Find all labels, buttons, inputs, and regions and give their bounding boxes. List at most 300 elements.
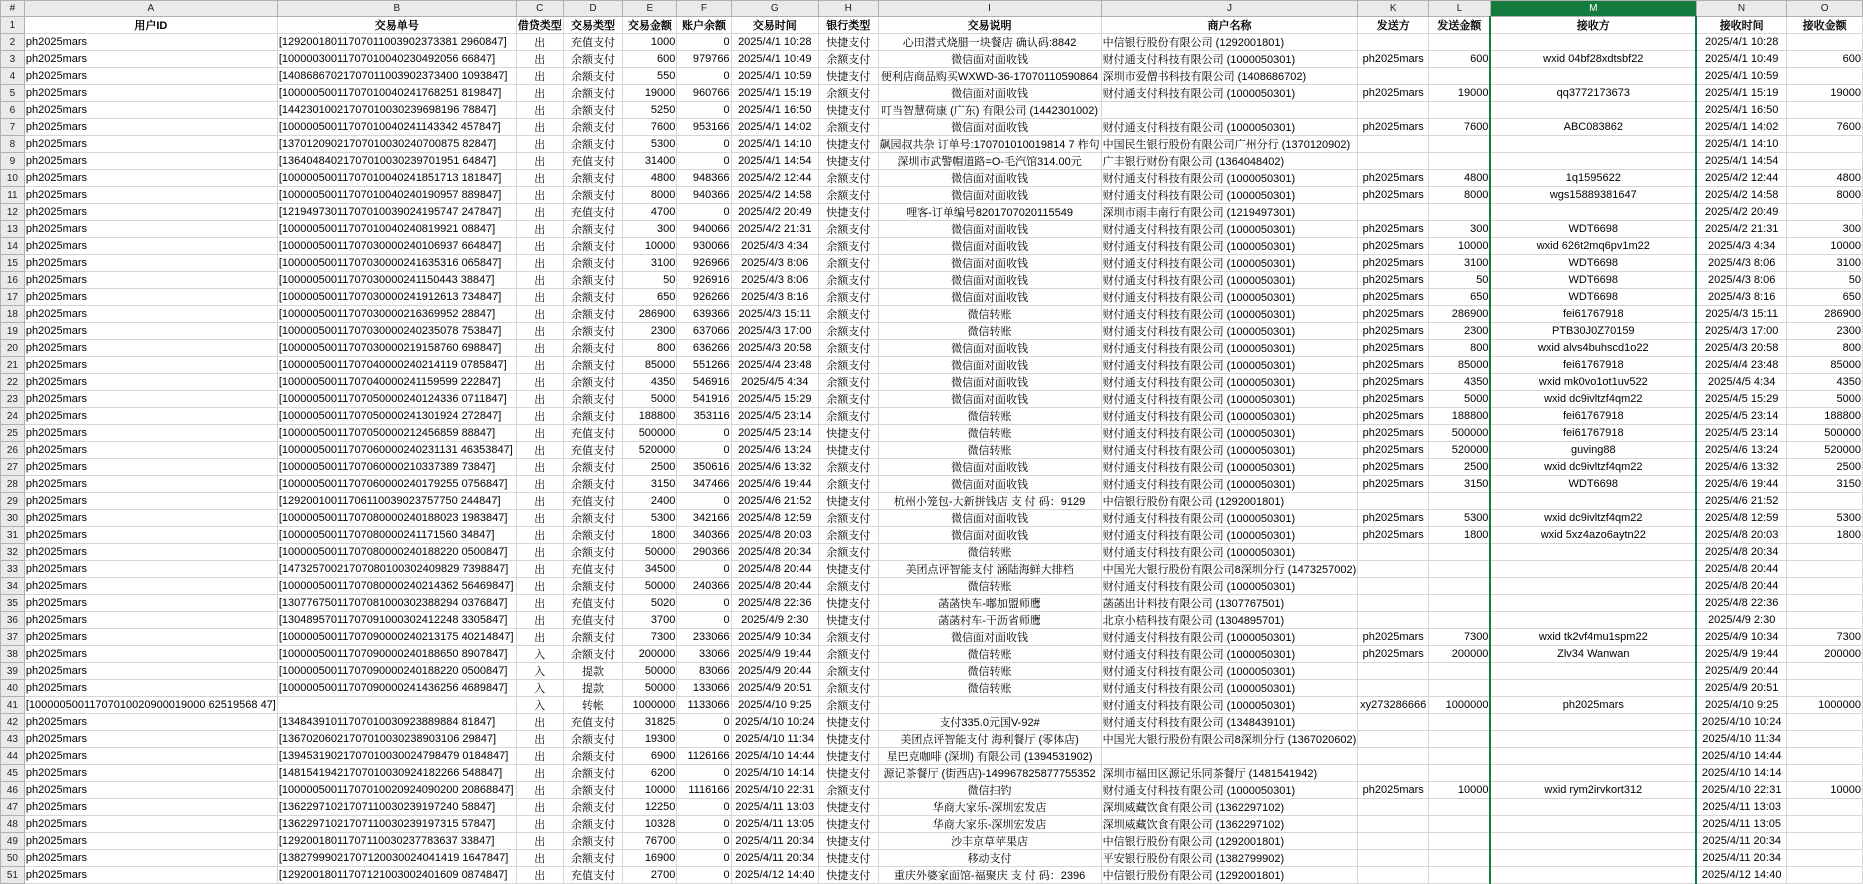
cell-a43[interactable]: ph2025mars (24, 731, 277, 748)
cell-l48[interactable] (1429, 816, 1491, 833)
cell-c5[interactable]: 出 (516, 85, 563, 102)
cell-e25[interactable]: 500000 (623, 425, 677, 442)
cell-g44[interactable]: 2025/4/10 14:44 (731, 748, 818, 765)
cell-b39[interactable]: [10000050011707090000240188220 0500847] (277, 663, 516, 680)
cell-m7[interactable]: ABC083862 (1490, 119, 1696, 136)
cell-e40[interactable]: 50000 (623, 680, 677, 697)
cell-d12[interactable]: 充值支付 (563, 204, 623, 221)
cell-c3[interactable]: 出 (516, 51, 563, 68)
cell-h30[interactable]: 余额支付 (818, 510, 878, 527)
cell-f19[interactable]: 637066 (677, 323, 731, 340)
cell-b51[interactable]: [12920018011707121003002401609 0874847] (277, 867, 516, 884)
cell-k12[interactable] (1358, 204, 1429, 221)
column-header-m[interactable]: M (1490, 1, 1696, 17)
cell-e27[interactable]: 2500 (623, 459, 677, 476)
cell-f38[interactable]: 33066 (677, 646, 731, 663)
cell-e11[interactable]: 8000 (623, 187, 677, 204)
cell-o2[interactable] (1787, 34, 1863, 51)
cell-d17[interactable]: 余额支付 (563, 289, 623, 306)
cell-d38[interactable]: 余额支付 (563, 646, 623, 663)
cell-e8[interactable]: 5300 (623, 136, 677, 153)
cell-n28[interactable]: 2025/4/6 19:44 (1696, 476, 1787, 493)
table-row[interactable] (1, 170, 1863, 187)
cell-c32[interactable]: 出 (516, 544, 563, 561)
cell-b14[interactable]: [10000050011707030000240106937 664847] (277, 238, 516, 255)
cell-c50[interactable]: 出 (516, 850, 563, 867)
cell-b5[interactable]: [10000050011707010040241768251 819847] (277, 85, 516, 102)
cell-o7[interactable]: 7600 (1787, 119, 1863, 136)
cell-o37[interactable]: 7300 (1787, 629, 1863, 646)
column-header-c[interactable]: C (516, 1, 563, 17)
cell-i29[interactable]: 杭州小笼包-大新拼钱店 支 付 码：9129 (878, 493, 1101, 510)
cell-l33[interactable] (1429, 561, 1491, 578)
cell-d20[interactable]: 余额支付 (563, 340, 623, 357)
cell-o25[interactable]: 500000 (1787, 425, 1863, 442)
cell-k11[interactable]: ph2025mars (1358, 187, 1429, 204)
cell-j48[interactable]: 深圳威藏饮食有限公司 (1362297102) (1101, 816, 1358, 833)
cell-f7[interactable]: 953166 (677, 119, 731, 136)
cell-h20[interactable]: 余额支付 (818, 340, 878, 357)
cell-o11[interactable]: 8000 (1787, 187, 1863, 204)
cell-h36[interactable]: 快捷支付 (818, 612, 878, 629)
cell-b42[interactable]: [13484391011707010030923889884 81847] (277, 714, 516, 731)
row-number[interactable]: 51 (1, 867, 25, 884)
cell-m28[interactable]: WDT6698 (1490, 476, 1696, 493)
cell-i6[interactable]: 叮当智慧荷康 (广东) 有限公司 (1442301002) (878, 102, 1101, 119)
table-row[interactable] (1, 221, 1863, 238)
cell-a41[interactable]: [10000050011707010020900019000 62519568 47] (24, 697, 277, 714)
table-row[interactable] (1, 561, 1863, 578)
cell-g51[interactable]: 2025/4/12 14:40 (731, 867, 818, 884)
cell-f25[interactable]: 0 (677, 425, 731, 442)
row-number[interactable]: 39 (1, 663, 25, 680)
cell-o13[interactable]: 300 (1787, 221, 1863, 238)
cell-j18[interactable]: 财付通支付科技有限公司 (1000050301) (1101, 306, 1358, 323)
cell-i2[interactable]: 心田潜式烧腊一块餐店 确认码:8842 (878, 34, 1101, 51)
cell-c44[interactable]: 出 (516, 748, 563, 765)
table-row[interactable] (1, 714, 1863, 731)
cell-h7[interactable]: 余额支付 (818, 119, 878, 136)
cell-o43[interactable] (1787, 731, 1863, 748)
cell-g36[interactable]: 2025/4/9 2:30 (731, 612, 818, 629)
cell-n46[interactable]: 2025/4/10 22:31 (1696, 782, 1787, 799)
row-number[interactable]: 14 (1, 238, 25, 255)
cell-b20[interactable]: [10000050011707030000219158760 698847] (277, 340, 516, 357)
cell-n36[interactable]: 2025/4/9 2:30 (1696, 612, 1787, 629)
cell-l2[interactable] (1429, 34, 1491, 51)
cell-o31[interactable]: 1800 (1787, 527, 1863, 544)
table-row[interactable] (1, 816, 1863, 833)
cell-j12[interactable]: 深圳市雨丰南行有限公司 (1219497301) (1101, 204, 1358, 221)
cell-j33[interactable]: 中国光大银行股份有限公司8深圳分行 (1473257002) (1101, 561, 1358, 578)
cell-a11[interactable]: ph2025mars (24, 187, 277, 204)
cell-i26[interactable]: 微信转账 (878, 442, 1101, 459)
cell-e14[interactable]: 10000 (623, 238, 677, 255)
cell-a22[interactable]: ph2025mars (24, 374, 277, 391)
cell-b48[interactable]: [13622971021707110030239197315 57847] (277, 816, 516, 833)
cell-b24[interactable]: [10000050011707050000241301924 272847] (277, 408, 516, 425)
cell-g49[interactable]: 2025/4/11 20:34 (731, 833, 818, 850)
cell-g30[interactable]: 2025/4/8 12:59 (731, 510, 818, 527)
cell-e45[interactable]: 6200 (623, 765, 677, 782)
cell-o38[interactable]: 200000 (1787, 646, 1863, 663)
cell-l50[interactable] (1429, 850, 1491, 867)
cell-i4[interactable]: 便利店商品购买WXWD-36-17070110590864 (878, 68, 1101, 85)
cell-g27[interactable]: 2025/4/6 13:32 (731, 459, 818, 476)
header-cell-m[interactable]: 接收方 (1490, 17, 1696, 34)
cell-i9[interactable]: 深圳市武警帽道路=O-毛汽馆314.00元 (878, 153, 1101, 170)
cell-d23[interactable]: 余额支付 (563, 391, 623, 408)
cell-i3[interactable]: 微信面对面收钱 (878, 51, 1101, 68)
table-row[interactable] (1, 102, 1863, 119)
cell-d8[interactable]: 余额支付 (563, 136, 623, 153)
cell-n11[interactable]: 2025/4/2 14:58 (1696, 187, 1787, 204)
cell-g50[interactable]: 2025/4/11 20:34 (731, 850, 818, 867)
cell-b44[interactable]: [13945319021707010030024798479 0184847] (277, 748, 516, 765)
cell-m21[interactable]: fei61767918 (1490, 357, 1696, 374)
cell-l20[interactable]: 800 (1429, 340, 1491, 357)
cell-m11[interactable]: wgs15889381647 (1490, 187, 1696, 204)
cell-i20[interactable]: 微信面对面收钱 (878, 340, 1101, 357)
cell-g32[interactable]: 2025/4/8 20:34 (731, 544, 818, 561)
cell-j16[interactable]: 财付通支付科技有限公司 (1000050301) (1101, 272, 1358, 289)
cell-j24[interactable]: 财付通支付科技有限公司 (1000050301) (1101, 408, 1358, 425)
cell-n34[interactable]: 2025/4/8 20:44 (1696, 578, 1787, 595)
cell-c42[interactable]: 出 (516, 714, 563, 731)
cell-o19[interactable]: 2300 (1787, 323, 1863, 340)
cell-o3[interactable]: 600 (1787, 51, 1863, 68)
cell-e21[interactable]: 85000 (623, 357, 677, 374)
cell-g8[interactable]: 2025/4/1 14:10 (731, 136, 818, 153)
cell-i50[interactable]: 移动支付 (878, 850, 1101, 867)
cell-e17[interactable]: 650 (623, 289, 677, 306)
cell-a8[interactable]: ph2025mars (24, 136, 277, 153)
cell-f14[interactable]: 930066 (677, 238, 731, 255)
cell-e31[interactable]: 1800 (623, 527, 677, 544)
cell-c11[interactable]: 出 (516, 187, 563, 204)
cell-o23[interactable]: 5000 (1787, 391, 1863, 408)
cell-m38[interactable]: Zlv34 Wanwan (1490, 646, 1696, 663)
cell-n31[interactable]: 2025/4/8 20:03 (1696, 527, 1787, 544)
cell-i5[interactable]: 微信面对面收钱 (878, 85, 1101, 102)
cell-b15[interactable]: [10000050011707030000241635316 065847] (277, 255, 516, 272)
cell-c15[interactable]: 出 (516, 255, 563, 272)
column-header-f[interactable]: F (677, 1, 731, 17)
cell-b47[interactable]: [13622971021707110030239197240 58847] (277, 799, 516, 816)
cell-i21[interactable]: 微信面对面收钱 (878, 357, 1101, 374)
row-number[interactable]: 48 (1, 816, 25, 833)
cell-a17[interactable]: ph2025mars (24, 289, 277, 306)
table-row[interactable] (1, 306, 1863, 323)
cell-l49[interactable] (1429, 833, 1491, 850)
cell-e4[interactable]: 550 (623, 68, 677, 85)
table-row[interactable] (1, 578, 1863, 595)
cell-b4[interactable]: [14086867021707011003902373400 1093847] (277, 68, 516, 85)
cell-n49[interactable]: 2025/4/11 20:34 (1696, 833, 1787, 850)
cell-e48[interactable]: 10328 (623, 816, 677, 833)
cell-f21[interactable]: 551266 (677, 357, 731, 374)
cell-m32[interactable] (1490, 544, 1696, 561)
cell-j39[interactable]: 财付通支付科技有限公司 (1000050301) (1101, 663, 1358, 680)
cell-i36[interactable]: 菡菡村车-干沥省师鹰 (878, 612, 1101, 629)
cell-c27[interactable]: 出 (516, 459, 563, 476)
cell-g41[interactable]: 2025/4/10 9:25 (731, 697, 818, 714)
cell-c8[interactable]: 出 (516, 136, 563, 153)
cell-c35[interactable]: 出 (516, 595, 563, 612)
cell-o42[interactable] (1787, 714, 1863, 731)
header-cell-e[interactable]: 交易金额 (623, 17, 677, 34)
cell-j21[interactable]: 财付通支付科技有限公司 (1000050301) (1101, 357, 1358, 374)
column-header-a[interactable]: A (24, 1, 277, 17)
cell-d3[interactable]: 余额支付 (563, 51, 623, 68)
cell-o4[interactable] (1787, 68, 1863, 85)
column-header-b[interactable]: B (277, 1, 516, 17)
cell-d18[interactable]: 余额支付 (563, 306, 623, 323)
cell-k51[interactable] (1358, 867, 1429, 884)
cell-m6[interactable] (1490, 102, 1696, 119)
cell-m42[interactable] (1490, 714, 1696, 731)
cell-g42[interactable]: 2025/4/10 10:24 (731, 714, 818, 731)
cell-n48[interactable]: 2025/4/11 13:05 (1696, 816, 1787, 833)
cell-c38[interactable]: 入 (516, 646, 563, 663)
cell-o22[interactable]: 4350 (1787, 374, 1863, 391)
cell-h29[interactable]: 快捷支付 (818, 493, 878, 510)
cell-j3[interactable]: 财付通支付科技有限公司 (1000050301) (1101, 51, 1358, 68)
cell-n16[interactable]: 2025/4/3 8:06 (1696, 272, 1787, 289)
cell-c9[interactable]: 出 (516, 153, 563, 170)
cell-d36[interactable]: 充值支付 (563, 612, 623, 629)
cell-n2[interactable]: 2025/4/1 10:28 (1696, 34, 1787, 51)
cell-n35[interactable]: 2025/4/8 22:36 (1696, 595, 1787, 612)
cell-k2[interactable] (1358, 34, 1429, 51)
cell-b34[interactable]: [10000050011707080000240214362 56469847] (277, 578, 516, 595)
cell-f13[interactable]: 940066 (677, 221, 731, 238)
cell-c30[interactable]: 出 (516, 510, 563, 527)
header-cell-g[interactable]: 交易时间 (731, 17, 818, 34)
cell-n51[interactable]: 2025/4/12 14:40 (1696, 867, 1787, 884)
cell-h23[interactable]: 余额支付 (818, 391, 878, 408)
cell-b7[interactable]: [10000050011707010040241143342 457847] (277, 119, 516, 136)
cell-l19[interactable]: 2300 (1429, 323, 1491, 340)
cell-h18[interactable]: 余额支付 (818, 306, 878, 323)
cell-m14[interactable]: wxid 626t2mq6pv1m22 (1490, 238, 1696, 255)
cell-j2[interactable]: 中信银行股份有限公司 (1292001801) (1101, 34, 1358, 51)
cell-l41[interactable]: 1000000 (1429, 697, 1491, 714)
cell-h26[interactable]: 快捷支付 (818, 442, 878, 459)
row-number[interactable]: 42 (1, 714, 25, 731)
cell-b46[interactable]: [10000050011707010020924090200 20868847] (277, 782, 516, 799)
cell-g29[interactable]: 2025/4/6 21:52 (731, 493, 818, 510)
row-number[interactable]: 19 (1, 323, 25, 340)
cell-f16[interactable]: 926916 (677, 272, 731, 289)
cell-d31[interactable]: 余额支付 (563, 527, 623, 544)
cell-c4[interactable]: 出 (516, 68, 563, 85)
cell-a23[interactable]: ph2025mars (24, 391, 277, 408)
cell-d39[interactable]: 提款 (563, 663, 623, 680)
table-row[interactable] (1, 697, 1863, 714)
cell-f10[interactable]: 948366 (677, 170, 731, 187)
cell-m39[interactable] (1490, 663, 1696, 680)
cell-e20[interactable]: 800 (623, 340, 677, 357)
cell-e41[interactable]: 1000000 (623, 697, 677, 714)
cell-e47[interactable]: 12250 (623, 799, 677, 816)
row-number[interactable]: 47 (1, 799, 25, 816)
cell-i18[interactable]: 微信转账 (878, 306, 1101, 323)
cell-h10[interactable]: 余额支付 (818, 170, 878, 187)
row-number[interactable]: 37 (1, 629, 25, 646)
table-row[interactable] (1, 680, 1863, 697)
cell-k16[interactable]: ph2025mars (1358, 272, 1429, 289)
cell-d44[interactable]: 余额支付 (563, 748, 623, 765)
cell-b29[interactable]: [12920010011706110039023757750 244847] (277, 493, 516, 510)
cell-a28[interactable]: ph2025mars (24, 476, 277, 493)
cell-a7[interactable]: ph2025mars (24, 119, 277, 136)
cell-g38[interactable]: 2025/4/9 19:44 (731, 646, 818, 663)
cell-b11[interactable]: [10000050011707010040240190957 889847] (277, 187, 516, 204)
cell-o29[interactable] (1787, 493, 1863, 510)
cell-d16[interactable]: 余额支付 (563, 272, 623, 289)
cell-h35[interactable]: 快捷支付 (818, 595, 878, 612)
cell-e5[interactable]: 19000 (623, 85, 677, 102)
cell-f5[interactable]: 960766 (677, 85, 731, 102)
cell-h48[interactable]: 快捷支付 (818, 816, 878, 833)
cell-c24[interactable]: 出 (516, 408, 563, 425)
cell-h41[interactable]: 余额支付 (818, 697, 878, 714)
cell-k40[interactable] (1358, 680, 1429, 697)
row-number[interactable]: 16 (1, 272, 25, 289)
cell-f49[interactable]: 0 (677, 833, 731, 850)
cell-e3[interactable]: 600 (623, 51, 677, 68)
cell-e49[interactable]: 76700 (623, 833, 677, 850)
cell-e26[interactable]: 520000 (623, 442, 677, 459)
cell-i11[interactable]: 微信面对面收钱 (878, 187, 1101, 204)
cell-g47[interactable]: 2025/4/11 13:03 (731, 799, 818, 816)
cell-m19[interactable]: PTB30J0Z70159 (1490, 323, 1696, 340)
cell-n38[interactable]: 2025/4/9 19:44 (1696, 646, 1787, 663)
cell-g22[interactable]: 2025/4/5 4:34 (731, 374, 818, 391)
cell-o10[interactable]: 4800 (1787, 170, 1863, 187)
cell-b35[interactable]: [13077675011707081000302388294 0376847] (277, 595, 516, 612)
table-row[interactable] (1, 425, 1863, 442)
cell-n14[interactable]: 2025/4/3 4:34 (1696, 238, 1787, 255)
cell-o12[interactable] (1787, 204, 1863, 221)
cell-c49[interactable]: 出 (516, 833, 563, 850)
cell-a34[interactable]: ph2025mars (24, 578, 277, 595)
cell-l13[interactable]: 300 (1429, 221, 1491, 238)
table-row[interactable] (1, 187, 1863, 204)
cell-f30[interactable]: 342166 (677, 510, 731, 527)
cell-a13[interactable]: ph2025mars (24, 221, 277, 238)
cell-i30[interactable]: 微信面对面收钱 (878, 510, 1101, 527)
cell-o21[interactable]: 85000 (1787, 357, 1863, 374)
cell-e32[interactable]: 50000 (623, 544, 677, 561)
table-row[interactable] (1, 442, 1863, 459)
cell-l38[interactable]: 200000 (1429, 646, 1491, 663)
cell-b12[interactable]: [12194973011707010039024195747 247847] (277, 204, 516, 221)
cell-i33[interactable]: 美团点评智能支付 涵陆海鲜大排档 (878, 561, 1101, 578)
cell-j35[interactable]: 菡菡出计料技有限公司 (1307767501) (1101, 595, 1358, 612)
cell-m16[interactable]: WDT6698 (1490, 272, 1696, 289)
cell-i47[interactable]: 华商大家乐-深圳宏发店 (878, 799, 1101, 816)
cell-e51[interactable]: 2700 (623, 867, 677, 884)
cell-m12[interactable] (1490, 204, 1696, 221)
cell-c22[interactable]: 出 (516, 374, 563, 391)
cell-g45[interactable]: 2025/4/10 14:14 (731, 765, 818, 782)
cell-g25[interactable]: 2025/4/5 23:14 (731, 425, 818, 442)
row-number[interactable]: 45 (1, 765, 25, 782)
cell-o15[interactable]: 3100 (1787, 255, 1863, 272)
cell-g19[interactable]: 2025/4/3 17:00 (731, 323, 818, 340)
cell-e19[interactable]: 2300 (623, 323, 677, 340)
cell-n29[interactable]: 2025/4/6 21:52 (1696, 493, 1787, 510)
row-number[interactable]: 18 (1, 306, 25, 323)
cell-j28[interactable]: 财付通支付科技有限公司 (1000050301) (1101, 476, 1358, 493)
cell-i22[interactable]: 微信面对面收钱 (878, 374, 1101, 391)
cell-i17[interactable]: 微信面对面收钱 (878, 289, 1101, 306)
cell-d13[interactable]: 余额支付 (563, 221, 623, 238)
table-row[interactable] (1, 408, 1863, 425)
cell-i28[interactable]: 微信面对面收钱 (878, 476, 1101, 493)
cell-o33[interactable] (1787, 561, 1863, 578)
table-row[interactable] (1, 391, 1863, 408)
cell-d11[interactable]: 余额支付 (563, 187, 623, 204)
cell-g24[interactable]: 2025/4/5 23:14 (731, 408, 818, 425)
cell-m10[interactable]: 1q1595622 (1490, 170, 1696, 187)
cell-d43[interactable]: 余额支付 (563, 731, 623, 748)
cell-a45[interactable]: ph2025mars (24, 765, 277, 782)
cell-n5[interactable]: 2025/4/1 15:19 (1696, 85, 1787, 102)
cell-n37[interactable]: 2025/4/9 10:34 (1696, 629, 1787, 646)
cell-n20[interactable]: 2025/4/3 20:58 (1696, 340, 1787, 357)
cell-f28[interactable]: 347466 (677, 476, 731, 493)
cell-a50[interactable]: ph2025mars (24, 850, 277, 867)
cell-n24[interactable]: 2025/4/5 23:14 (1696, 408, 1787, 425)
cell-h34[interactable]: 余额支付 (818, 578, 878, 595)
table-row[interactable] (1, 357, 1863, 374)
table-row[interactable] (1, 374, 1863, 391)
cell-k38[interactable]: ph2025mars (1358, 646, 1429, 663)
row-number[interactable]: 30 (1, 510, 25, 527)
cell-g26[interactable]: 2025/4/6 13:24 (731, 442, 818, 459)
table-row[interactable] (1, 153, 1863, 170)
header-cell-a[interactable]: 用户ID (24, 17, 277, 34)
table-row[interactable] (1, 833, 1863, 850)
cell-o40[interactable] (1787, 680, 1863, 697)
cell-b36[interactable]: [13048957011707091000302412248 3305847] (277, 612, 516, 629)
cell-h49[interactable]: 快捷支付 (818, 833, 878, 850)
cell-a40[interactable]: ph2025mars (24, 680, 277, 697)
cell-f44[interactable]: 1126166 (677, 748, 731, 765)
cell-m49[interactable] (1490, 833, 1696, 850)
cell-m2[interactable] (1490, 34, 1696, 51)
cell-b22[interactable]: [10000050011707040000241159599 222847] (277, 374, 516, 391)
cell-a3[interactable]: ph2025mars (24, 51, 277, 68)
row-number[interactable]: 10 (1, 170, 25, 187)
cell-i23[interactable]: 微信面对面收钱 (878, 391, 1101, 408)
cell-h22[interactable]: 余额支付 (818, 374, 878, 391)
row-number[interactable]: 24 (1, 408, 25, 425)
cell-f51[interactable]: 0 (677, 867, 731, 884)
cell-j45[interactable]: 深圳市福田区源记乐同茶餐厅 (1481541942) (1101, 765, 1358, 782)
row-number[interactable]: 7 (1, 119, 25, 136)
cell-o26[interactable]: 520000 (1787, 442, 1863, 459)
cell-h5[interactable]: 余额支付 (818, 85, 878, 102)
cell-m3[interactable]: wxid 04bf28xdtsbf22 (1490, 51, 1696, 68)
cell-a33[interactable]: ph2025mars (24, 561, 277, 578)
cell-g4[interactable]: 2025/4/1 10:59 (731, 68, 818, 85)
cell-k23[interactable]: ph2025mars (1358, 391, 1429, 408)
cell-b37[interactable]: [10000050011707090000240213175 40214847] (277, 629, 516, 646)
